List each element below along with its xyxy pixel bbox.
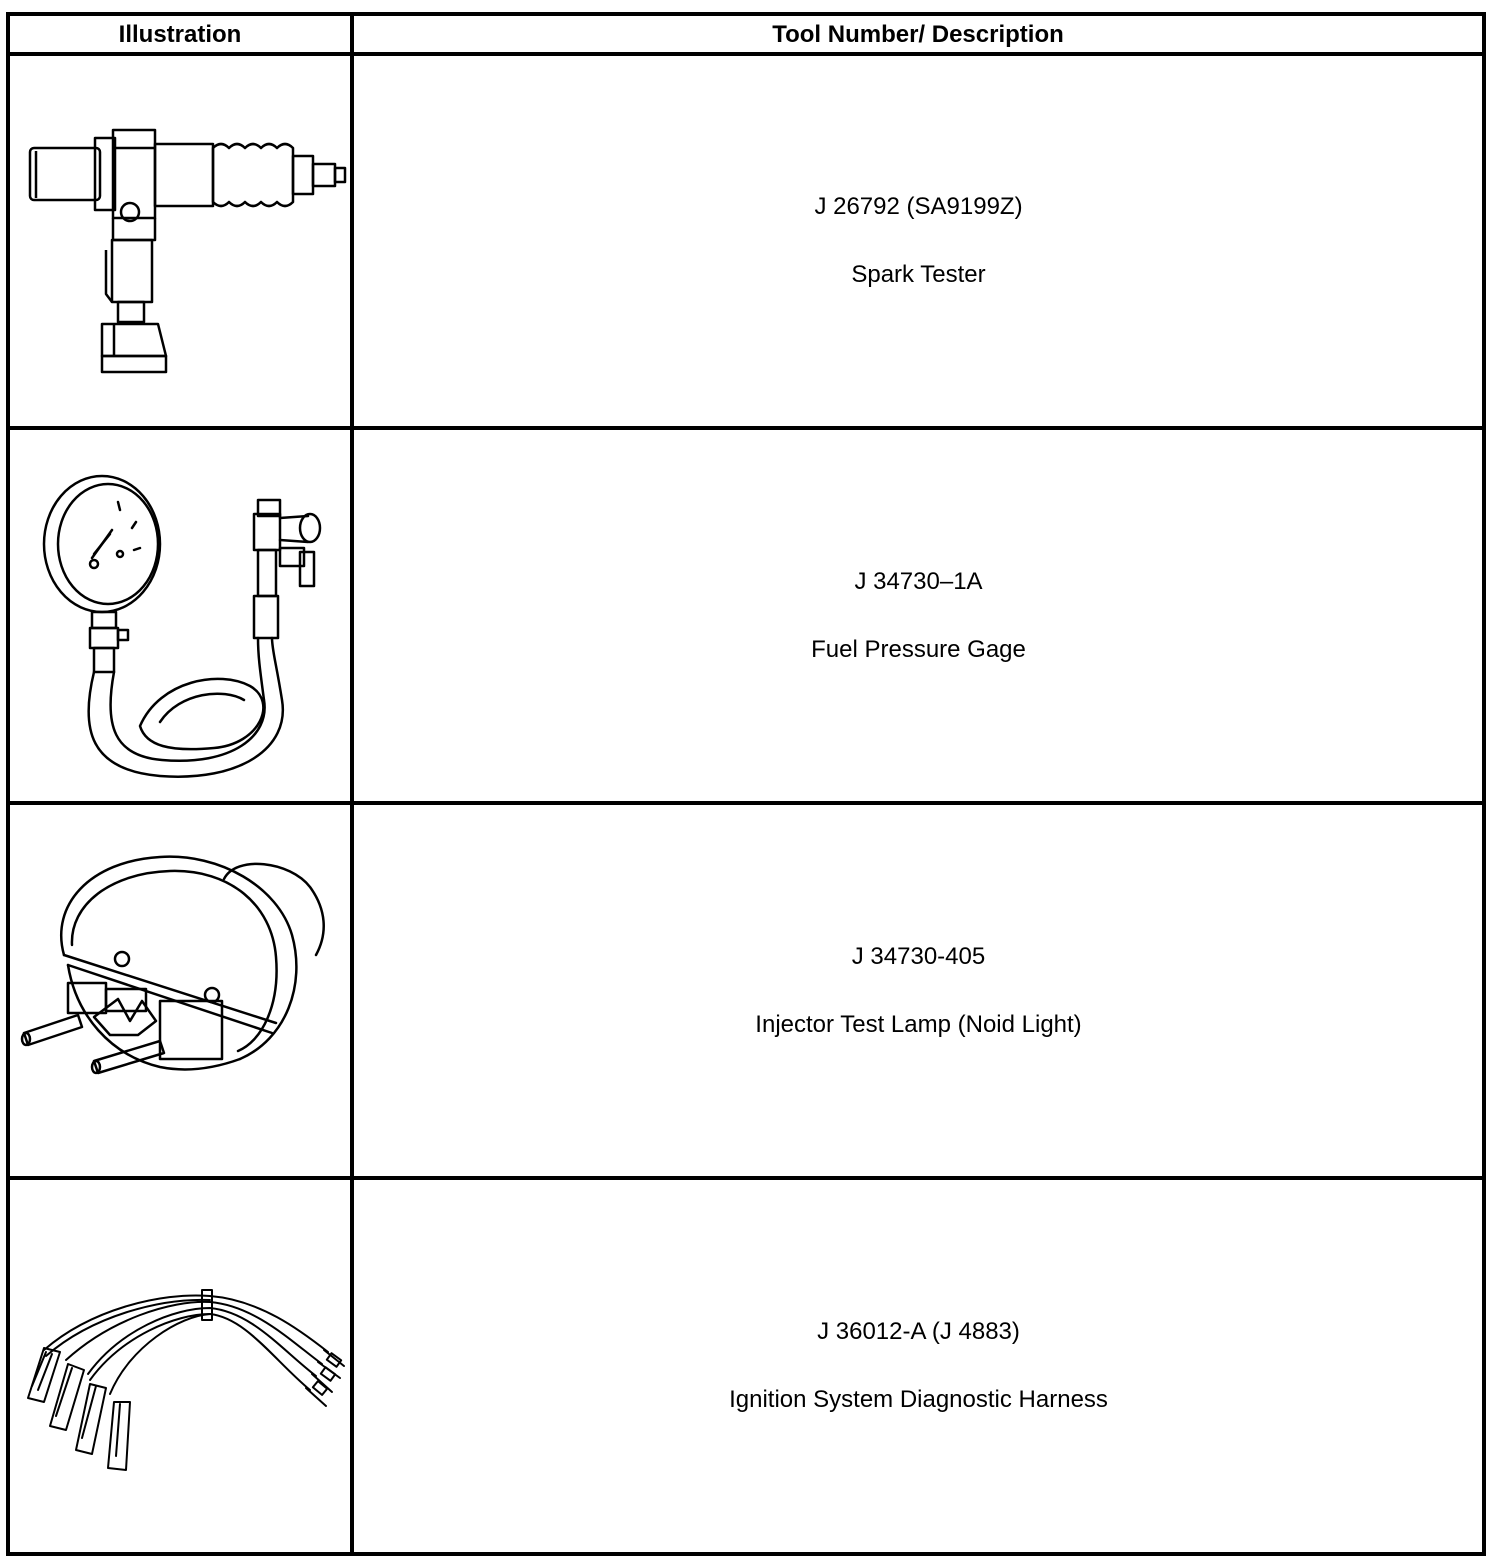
tool-description: Fuel Pressure Gage (811, 635, 1026, 663)
description-cell (355, 56, 1482, 426)
description-cell (355, 1180, 1482, 1552)
spark-tester-illustration (10, 56, 350, 426)
fuel-pressure-gage-illustration (10, 430, 350, 800)
tool-description: Ignition System Diagnostic Harness (729, 1386, 1108, 1413)
header-tool-description: Tool Number/ Description (772, 21, 1064, 48)
table-border-right (1482, 12, 1486, 1556)
table-border-bottom (6, 1552, 1486, 1556)
illustration-cell (10, 805, 350, 1176)
header-illustration: Illustration (118, 21, 242, 48)
description-cell (355, 805, 1482, 1176)
tools-table (6, 12, 1486, 1556)
tool-number: J 34730–1A (854, 567, 983, 595)
tool-description: Injector Test Lamp (Noid Light) (755, 1010, 1082, 1038)
illustration-cell (10, 1180, 350, 1552)
tool-description: Spark Tester (851, 261, 986, 288)
tool-number: J 34730-405 (851, 942, 986, 970)
illustration-cell (10, 430, 350, 801)
tool-number: J 36012-A (J 4883) (817, 1318, 1020, 1345)
illustration-cell (10, 56, 350, 426)
column-divider (350, 12, 354, 1556)
injector-test-lamp-illustration (10, 805, 350, 1175)
description-cell (355, 430, 1482, 801)
ignition-harness-illustration (10, 1180, 350, 1550)
tool-number: J 26792 (SA9199Z) (814, 193, 1023, 220)
